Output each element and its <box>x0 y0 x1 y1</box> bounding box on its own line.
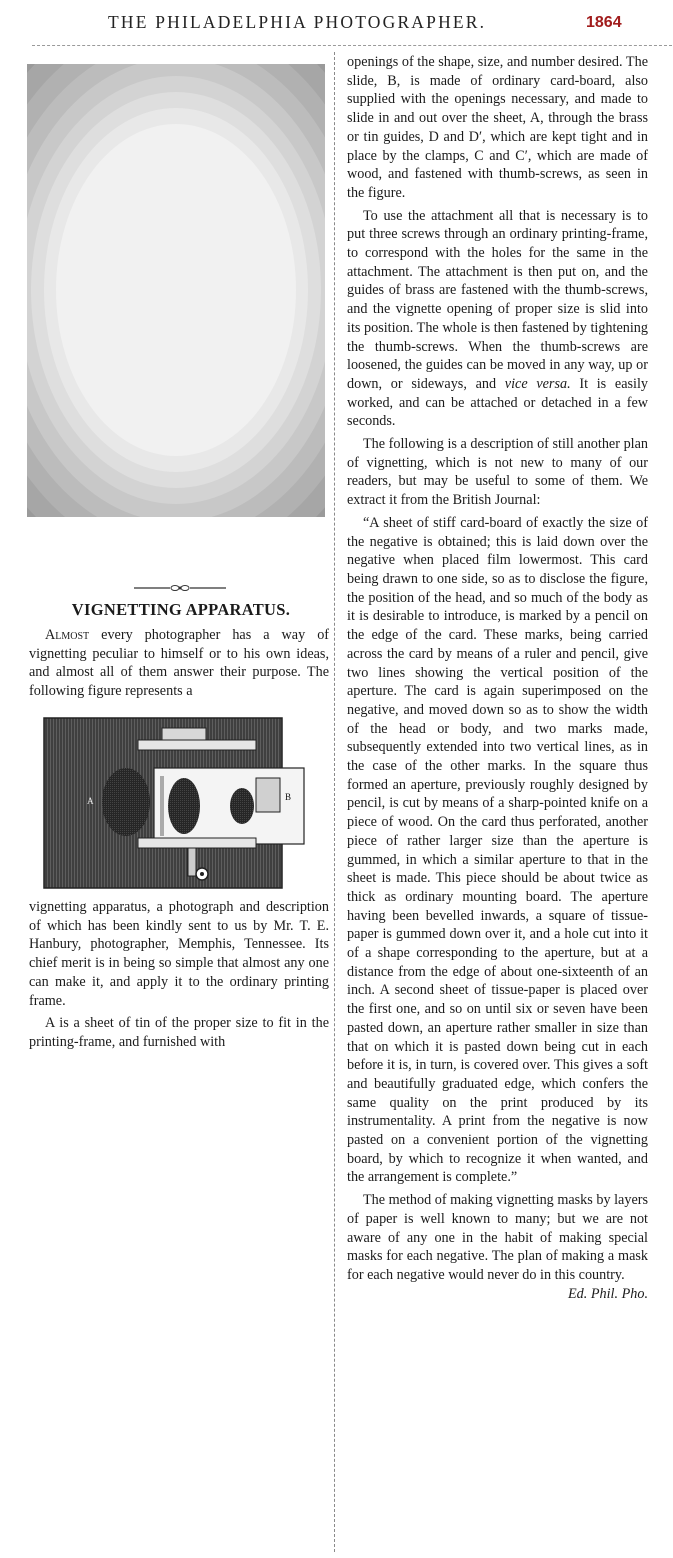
vignette-illustration <box>27 64 325 517</box>
attachment-paragraph: To use the attachment all that is necessary is to put three screws through an ordinary printing-frame, to correspond with the holes for the same in the attachment. The attachment is then put on, and the guides of brass are fastened with the thumb-screws, and the vignette opening of proper size is slid into its position. The whole is then fastened by tightening the thumb-screws. When the thumb-screws are loosened, the guides can be moved in any way, up or down, or sideways, and vice versa. It is easily worked, and can be attached or detached in a few seconds. <box>347 207 648 430</box>
right-column <box>347 53 648 1303</box>
closing-paragraph: The method of making vignetting masks by layers of paper is well known to many; but we are not aware of any one in the habit of making special masks for each negative. The plan of making a mask for each negative would never do in this country. Ed. Phil. Pho. <box>347 1192 648 1302</box>
intro-paragraph <box>29 626 329 701</box>
intro-first-word: Almost <box>45 627 90 643</box>
figure-label-a: A <box>87 796 94 806</box>
apparatus-engraving <box>42 714 330 891</box>
vignetting-apparatus-figure <box>42 714 330 891</box>
running-title: THE PHILADELPHIA PHOTOGRAPHER. <box>108 12 487 32</box>
vignette-rings <box>27 64 325 517</box>
page-header <box>0 8 673 38</box>
left-column-intro <box>29 626 329 701</box>
sheet-paragraph: A is a sheet of tin of the proper size to fit in the printing-frame, and furnished with <box>29 1015 329 1050</box>
intro-text: every photographer has a way of vignetting peculiar to himself or to his own ideas, and almost all of them answer their purpose. The following figure represents a <box>29 627 330 700</box>
british-journal-intro: The following is a description of still another plan of vignetting, which is not new to many of our readers, but may be useful to some of them. We extract it from the British Journal: <box>347 436 648 509</box>
quoted-description: “A sheet of stiff card-board of exactly the size of the negative is obtained; this is laid down over the negative when placed film lowermost. This card being drawn to one side, so as to disclose the figure, the position of the head, and so much of the body as it is desirable to introduce, is marked by a pencil on the edge of the card. These marks, being carried across the card by means of a ruler and pencil, give two lines showing the vertical position of the aperture. The card is again superimposed on the negative, and moved down so as to show the width of the head or body, and two marks made, subsequently extended into two vertical lines, as in the case of the other marks. In the square thus formed an aperture, previously roughly designed by pencil, is cut by means of a sharp-pointed knife on a piece of wood. On the card thus perforated, another piece of rather larger size than the aperture is gummed, in which a similar aperture to that in the sheet is made. This piece should be about twice as thick as ordinary mounting board. The aperture having been bevelled inwards, a square of tissue-paper is gummed down over it, and a hole cut into it of a shape corresponding to the aperture, but at a distance from the edge of about one-sixteenth of an inch. A second sheet of tissue-paper is placed over the first one, and so on until six or seven have been pasted down, an aperture rather smaller in size than that on which it is pasted down being cut in each before it is, in turn, is covered over. This gives a soft and beautifully graduated edge, which confers the same quality on the print produced by its instrumentality. A print from the negative is now pasted on a convenient portion of the vignetting board, by which to recognize it when wanted, and the arrangement is complete.” <box>347 514 648 1186</box>
left-column-description <box>29 898 329 1052</box>
page-year: 1864 <box>586 14 622 31</box>
ornamental-divider <box>134 580 226 590</box>
column-divider <box>334 52 335 1552</box>
header-rule <box>32 45 672 46</box>
figure-label-b: B <box>285 792 292 802</box>
article-heading: VIGNETTING APPARATUS. <box>71 600 291 619</box>
editor-signoff: Ed. Phil. Pho. <box>568 1285 648 1302</box>
figure-description-paragraph: vignetting apparatus, a photograph and description of which has been kindly sent to us by Mr. T. E. Hanbury, photographer, Memphis, Tennessee. Its chief merit is in being so simple that almost any one can make it, and apply it to the ordinary printing frame. <box>29 899 329 1009</box>
slide-paragraph: openings of the shape, size, and number desired. The slide, B, is made of ordinary card-board, also supplied with the openings necessary, and made to slide in and out over the sheet, A, through the brass or tin guides, D and D′, which are kept tight and in place by the clamps, C and C′, which are made of wood, and fastened with thumb-screws, as seen in the figure. <box>347 54 648 201</box>
italic-phrase: vice versa. <box>504 375 571 392</box>
